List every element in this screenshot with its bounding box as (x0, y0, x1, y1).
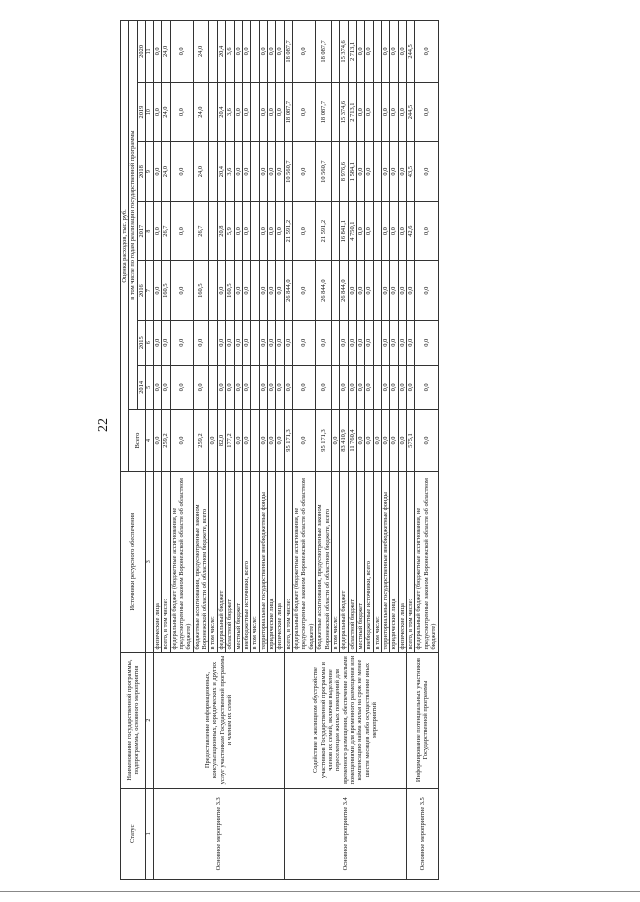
header-name: Наименование государственной программы, подпрограммы, основного мероприятия (121, 652, 146, 788)
year-value-cell: 0,0 (259, 82, 267, 142)
year-value-cell: 0,0 (293, 365, 316, 410)
year-value-cell: 26 844,0 (316, 261, 332, 321)
year-value-cell: 0,0 (259, 320, 267, 365)
year-value-cell: 0,0 (365, 82, 373, 142)
year-value-cell: 24,0 (193, 82, 209, 142)
source-cell: областной бюджет (348, 471, 356, 652)
year-value-cell: 0,0 (293, 261, 316, 321)
year-value-cell (373, 365, 381, 410)
year-value-cell (251, 365, 259, 410)
year-value-cell: 0,0 (382, 21, 390, 83)
year-value-cell: 244,5 (407, 82, 415, 142)
header-year: 2016 (137, 261, 145, 321)
year-value-cell: 0,0 (293, 21, 316, 83)
year-value-cell: 26 844,0 (340, 261, 348, 321)
block-status: Основное мероприятие 3.3 (153, 788, 284, 879)
year-value-cell: 0,0 (276, 142, 284, 202)
year-value-cell: 0,0 (153, 365, 161, 410)
year-value-cell: 0,0 (356, 21, 364, 83)
year-value-cell (209, 261, 217, 321)
table-row (153, 21, 161, 880)
block-name: Содействие в жилищном обустройстве участников Государственной программы и членов их семей, включая выделение переселенцам жилых помещений для временного размещения, обеспечение жилыми помещениями для временного размещения или компенсацию найма жилья на срок не менее шести месяцев либо осуществление иных мероприятий (284, 652, 406, 788)
total-cell: 11 760,4 (348, 410, 356, 472)
year-value-cell: 0,0 (268, 320, 276, 365)
source-cell: в том числе: (209, 471, 217, 652)
source-cell: юридические лица (268, 471, 276, 652)
year-value-cell: 160,5 (162, 261, 170, 321)
year-value-cell (251, 142, 259, 202)
year-value-cell (209, 21, 217, 83)
year-value-cell: 0,0 (356, 320, 364, 365)
year-value-cell: 0,0 (348, 261, 356, 321)
block-status: Основное мероприятие 3.5 (407, 788, 438, 879)
year-value-cell (209, 142, 217, 202)
page-number: 22 (96, 418, 111, 432)
year-value-cell: 0,0 (234, 320, 242, 365)
year-value-cell: 0,0 (390, 82, 398, 142)
source-cell: местный бюджет (234, 471, 242, 652)
column-index: 10 (146, 82, 154, 142)
year-value-cell (331, 201, 339, 261)
year-value-cell: 0,0 (268, 365, 276, 410)
year-value-cell: 0,0 (268, 261, 276, 321)
total-cell: 259,2 (193, 410, 209, 472)
total-cell (251, 410, 259, 472)
rotated-table-area (120, 20, 640, 880)
year-value-cell: 18 087,7 (316, 82, 332, 142)
year-value-cell: 0,0 (153, 261, 161, 321)
year-value-cell: 0,0 (162, 365, 170, 410)
total-cell: 0,0 (259, 410, 267, 472)
year-value-cell: 0,0 (382, 320, 390, 365)
year-value-cell: 0,0 (234, 142, 242, 202)
year-value-cell: 0,0 (234, 365, 242, 410)
year-value-cell: 0,0 (193, 365, 209, 410)
total-cell: 0,0 (234, 410, 242, 472)
year-value-cell: 24,0 (162, 82, 170, 142)
year-value-cell: 0,0 (268, 82, 276, 142)
year-value-cell: 0,0 (170, 201, 193, 261)
year-value-cell: 0,0 (398, 21, 406, 83)
year-value-cell (331, 365, 339, 410)
total-cell: 0,0 (170, 410, 193, 472)
total-cell: 0,0 (331, 410, 339, 472)
year-value-cell: 0,0 (398, 261, 406, 321)
total-cell: 0,0 (153, 410, 161, 472)
year-value-cell: 0,0 (284, 365, 292, 410)
source-cell: физические лица (398, 471, 406, 652)
column-index: 4 (146, 410, 154, 472)
year-value-cell: 8 976,6 (340, 142, 348, 202)
column-index: 8 (146, 201, 154, 261)
year-value-cell: 0,0 (407, 261, 415, 321)
year-value-cell: 0,0 (242, 320, 250, 365)
total-cell: 0,0 (382, 410, 390, 472)
column-index: 9 (146, 142, 154, 202)
total-cell: 95 171,3 (316, 410, 332, 472)
year-value-cell: 0,0 (268, 21, 276, 83)
column-index: 6 (146, 320, 154, 365)
year-value-cell: 0,0 (365, 320, 373, 365)
page-bottom-rule (0, 891, 640, 892)
year-value-cell: 0,0 (242, 82, 250, 142)
year-value-cell: 0,0 (382, 201, 390, 261)
year-value-cell: 0,0 (217, 365, 225, 410)
source-cell: федеральный бюджет (бюджетные ассигнования, не предусмотренные законом Воронежской области об областном бюджете) (170, 471, 193, 652)
year-value-cell: 0,0 (276, 21, 284, 83)
total-cell: 0,0 (293, 410, 316, 472)
year-value-cell: 0,0 (153, 320, 161, 365)
year-value-cell: 3,6 (226, 82, 234, 142)
year-value-cell: 0,0 (293, 320, 316, 365)
year-value-cell: 0,0 (226, 320, 234, 365)
year-value-cell: 0,0 (348, 365, 356, 410)
source-cell: местный бюджет (356, 471, 364, 652)
source-cell: юридические лица (390, 471, 398, 652)
year-value-cell: 0,0 (365, 21, 373, 83)
total-cell: 82,0 (217, 410, 225, 472)
year-value-cell: 0,0 (356, 201, 364, 261)
year-value-cell: 0,0 (259, 21, 267, 83)
year-value-cell: 0,0 (234, 261, 242, 321)
source-cell: бюджетные ассигнования, предусмотренные законом Воронежской области об областном бюджете, всего (316, 471, 332, 652)
header-year: 2018 (137, 142, 145, 202)
source-cell: в том числе: (331, 471, 339, 652)
year-value-cell (251, 82, 259, 142)
year-value-cell: 0,0 (293, 82, 316, 142)
year-value-cell: 0,0 (217, 320, 225, 365)
source-cell: федеральный бюджет (217, 471, 225, 652)
header-year: 2014 (137, 365, 145, 410)
year-value-cell: 24,0 (162, 21, 170, 83)
year-value-cell: 0,0 (365, 365, 373, 410)
year-value-cell: 0,0 (398, 142, 406, 202)
source-cell: бюджетные ассигнования, предусмотренные законом Воронежской области об областном бюджете, всего (193, 471, 209, 652)
column-index: 7 (146, 261, 154, 321)
source-cell: федеральный бюджет (бюджетные ассигнования, не предусмотренные законом Воронежской области об областном бюджете) (415, 471, 438, 652)
year-value-cell: 0,0 (390, 320, 398, 365)
year-value-cell (209, 365, 217, 410)
year-value-cell: 26 844,0 (284, 261, 292, 321)
year-value-cell: 0,0 (382, 261, 390, 321)
source-cell: внебюджетные источники, всего (242, 471, 250, 652)
year-value-cell (373, 82, 381, 142)
header-by-years: в том числе по годам реализации государственной программы (129, 21, 137, 410)
year-value-cell: 0,0 (242, 261, 250, 321)
year-value-cell (373, 142, 381, 202)
source-cell: территориальные государственные внебюджетные фонды (259, 471, 267, 652)
year-value-cell: 0,0 (242, 142, 250, 202)
year-value-cell: 20,4 (217, 142, 225, 202)
year-value-cell: 42,6 (407, 201, 415, 261)
year-value-cell: 0,0 (234, 201, 242, 261)
year-value-cell: 24,0 (193, 142, 209, 202)
year-value-cell: 3,6 (226, 21, 234, 83)
block-status: Основное мероприятие 3.4 (284, 788, 406, 879)
year-value-cell: 20,4 (217, 21, 225, 83)
year-value-cell: 0,0 (193, 320, 209, 365)
column-index-row (146, 21, 154, 880)
source-cell: в том числе: (373, 471, 381, 652)
year-value-cell: 0,0 (268, 142, 276, 202)
year-value-cell: 0,0 (398, 365, 406, 410)
source-cell: территориальные государственные внебюджетные фонды (382, 471, 390, 652)
year-value-cell: 0,0 (340, 365, 348, 410)
year-value-cell: 16 841,1 (340, 201, 348, 261)
year-value-cell: 0,0 (316, 365, 332, 410)
year-value-cell: 0,0 (382, 82, 390, 142)
year-value-cell: 0,0 (356, 365, 364, 410)
year-value-cell: 2 713,1 (348, 21, 356, 83)
source-cell: федеральный бюджет (бюджетные ассигнования, не предусмотренные законом Воронежской области об областном бюджете) (293, 471, 316, 652)
total-cell: 0,0 (268, 410, 276, 472)
year-value-cell: 0,0 (356, 142, 364, 202)
year-value-cell: 0,0 (415, 21, 438, 83)
year-value-cell: 21 591,2 (316, 201, 332, 261)
year-value-cell: 0,0 (153, 201, 161, 261)
year-value-cell (331, 261, 339, 321)
header-year: 2019 (137, 82, 145, 142)
year-value-cell: 26,7 (193, 201, 209, 261)
year-value-cell: 18 087,7 (316, 21, 332, 83)
source-cell: всего, в том числе: (407, 471, 415, 652)
column-index: 1 (146, 788, 154, 879)
block-name: Предоставление информационных, консультационных, юридических и других услуг участникам Государственной программы и членам их семей (153, 652, 284, 788)
year-value-cell: 0,0 (284, 320, 292, 365)
year-value-cell (331, 82, 339, 142)
source-cell: всего, в том числе: (162, 471, 170, 652)
year-value-cell: 15 374,6 (340, 82, 348, 142)
year-value-cell (331, 320, 339, 365)
year-value-cell: 0,0 (234, 82, 242, 142)
total-cell: 259,2 (162, 410, 170, 472)
year-value-cell (373, 21, 381, 83)
column-index: 5 (146, 365, 154, 410)
total-cell: 95 171,3 (284, 410, 292, 472)
year-value-cell: 0,0 (153, 142, 161, 202)
total-cell: 0,0 (373, 410, 381, 472)
block-name: Информирование потенциальных участников Государственной программы (407, 652, 438, 788)
year-value-cell: 0,0 (276, 201, 284, 261)
year-value-cell: 0,0 (340, 320, 348, 365)
header-year: 2020 (137, 21, 145, 83)
year-value-cell (209, 82, 217, 142)
source-cell: всего, в том числе: (284, 471, 292, 652)
year-value-cell: 0,0 (242, 21, 250, 83)
column-index: 11 (146, 21, 154, 83)
year-value-cell: 0,0 (170, 365, 193, 410)
year-value-cell: 0,0 (415, 201, 438, 261)
year-value-cell: 0,0 (415, 320, 438, 365)
header-estimate: Оценка расходов, тыс. руб. (121, 21, 129, 472)
source-cell: федеральный бюджет (340, 471, 348, 652)
year-value-cell: 5,9 (226, 201, 234, 261)
year-value-cell: 0,0 (398, 201, 406, 261)
year-value-cell: 0,0 (276, 320, 284, 365)
year-value-cell (251, 261, 259, 321)
year-value-cell: 1 584,1 (348, 142, 356, 202)
year-value-cell: 0,0 (356, 261, 364, 321)
year-value-cell: 21 591,2 (284, 201, 292, 261)
year-value-cell: 0,0 (170, 320, 193, 365)
header-year: 2015 (137, 320, 145, 365)
year-value-cell: 0,0 (382, 142, 390, 202)
year-value-cell: 43,5 (407, 142, 415, 202)
year-value-cell (331, 142, 339, 202)
year-value-cell: 0,0 (153, 82, 161, 142)
source-cell: в том числе: (251, 471, 259, 652)
year-value-cell: 3,6 (226, 142, 234, 202)
column-index: 3 (146, 471, 154, 652)
source-cell: внебюджетные источники, всего (365, 471, 373, 652)
header-source: Источники ресурсного обеспечения (121, 471, 146, 652)
year-value-cell: 2 713,1 (348, 82, 356, 142)
table-row (284, 21, 292, 880)
year-value-cell: 24,0 (193, 21, 209, 83)
year-value-cell: 0,0 (268, 201, 276, 261)
year-value-cell: 0,0 (415, 82, 438, 142)
year-value-cell: 0,0 (170, 21, 193, 83)
year-value-cell (251, 201, 259, 261)
total-cell: 0,0 (390, 410, 398, 472)
year-value-cell: 0,0 (242, 201, 250, 261)
year-value-cell: 0,0 (162, 320, 170, 365)
year-value-cell: 0,0 (259, 261, 267, 321)
year-value-cell: 0,0 (415, 261, 438, 321)
year-value-cell: 0,0 (415, 365, 438, 410)
total-cell: 0,0 (415, 410, 438, 472)
year-value-cell: 0,0 (170, 261, 193, 321)
year-value-cell: 20,8 (217, 201, 225, 261)
year-value-cell: 10 560,7 (284, 142, 292, 202)
year-value-cell: 0,0 (259, 201, 267, 261)
year-value-cell (331, 21, 339, 83)
year-value-cell: 0,0 (390, 201, 398, 261)
year-value-cell (373, 201, 381, 261)
year-value-cell (209, 201, 217, 261)
year-value-cell: 4 750,1 (348, 201, 356, 261)
table-row (407, 21, 415, 880)
year-value-cell (251, 21, 259, 83)
year-value-cell: 0,0 (293, 142, 316, 202)
table-body (153, 21, 438, 880)
year-value-cell: 0,0 (398, 320, 406, 365)
year-value-cell: 0,0 (415, 142, 438, 202)
year-value-cell: 24,0 (162, 142, 170, 202)
year-value-cell (251, 320, 259, 365)
total-cell: 0,0 (209, 410, 217, 472)
year-value-cell: 26,7 (162, 201, 170, 261)
year-value-cell: 0,0 (293, 201, 316, 261)
year-value-cell: 0,0 (390, 365, 398, 410)
source-cell: физические лица (276, 471, 284, 652)
year-value-cell: 0,0 (348, 320, 356, 365)
year-value-cell: 0,0 (390, 21, 398, 83)
year-value-cell: 15 374,6 (340, 21, 348, 83)
year-value-cell (209, 320, 217, 365)
total-cell: 0,0 (242, 410, 250, 472)
total-cell: 0,0 (365, 410, 373, 472)
header-total: Всего (129, 410, 146, 472)
year-value-cell: 0,0 (234, 21, 242, 83)
year-value-cell: 0,0 (217, 261, 225, 321)
year-value-cell: 0,0 (170, 82, 193, 142)
year-value-cell: 0,0 (390, 261, 398, 321)
total-cell: 0,0 (356, 410, 364, 472)
year-value-cell: 0,0 (276, 82, 284, 142)
year-value-cell: 0,0 (390, 142, 398, 202)
total-cell: 575,1 (407, 410, 415, 472)
year-value-cell: 0,0 (259, 365, 267, 410)
source-cell: областной бюджет (226, 471, 234, 652)
year-value-cell: 0,0 (242, 365, 250, 410)
header-status: Статус (121, 788, 146, 879)
source-cell: физические лица (153, 471, 161, 652)
header-year: 2017 (137, 201, 145, 261)
year-value-cell: 0,0 (407, 365, 415, 410)
total-cell: 0,0 (398, 410, 406, 472)
year-value-cell: 10 560,7 (316, 142, 332, 202)
year-value-cell (373, 320, 381, 365)
year-value-cell: 0,0 (153, 21, 161, 83)
total-cell: 83 410,9 (340, 410, 348, 472)
column-index: 2 (146, 652, 154, 788)
year-value-cell: 18 087,7 (284, 82, 292, 142)
year-value-cell: 0,0 (276, 261, 284, 321)
total-cell: 177,2 (226, 410, 234, 472)
year-value-cell: 0,0 (276, 365, 284, 410)
year-value-cell: 0,0 (170, 142, 193, 202)
year-value-cell: 20,4 (217, 82, 225, 142)
year-value-cell: 0,0 (365, 142, 373, 202)
year-value-cell: 0,0 (365, 261, 373, 321)
year-value-cell: 0,0 (259, 142, 267, 202)
year-value-cell: 160,5 (226, 261, 234, 321)
total-cell: 0,0 (276, 410, 284, 472)
year-value-cell: 0,0 (398, 82, 406, 142)
year-value-cell: 0,0 (365, 201, 373, 261)
year-value-cell: 18 087,7 (284, 21, 292, 83)
year-value-cell: 0,0 (226, 365, 234, 410)
year-value-cell: 160,5 (193, 261, 209, 321)
year-value-cell: 244,5 (407, 21, 415, 83)
year-value-cell: 0,0 (356, 82, 364, 142)
year-value-cell: 0,0 (407, 320, 415, 365)
year-value-cell (373, 261, 381, 321)
year-value-cell: 0,0 (316, 320, 332, 365)
budget-table (120, 20, 439, 880)
year-value-cell: 0,0 (382, 365, 390, 410)
